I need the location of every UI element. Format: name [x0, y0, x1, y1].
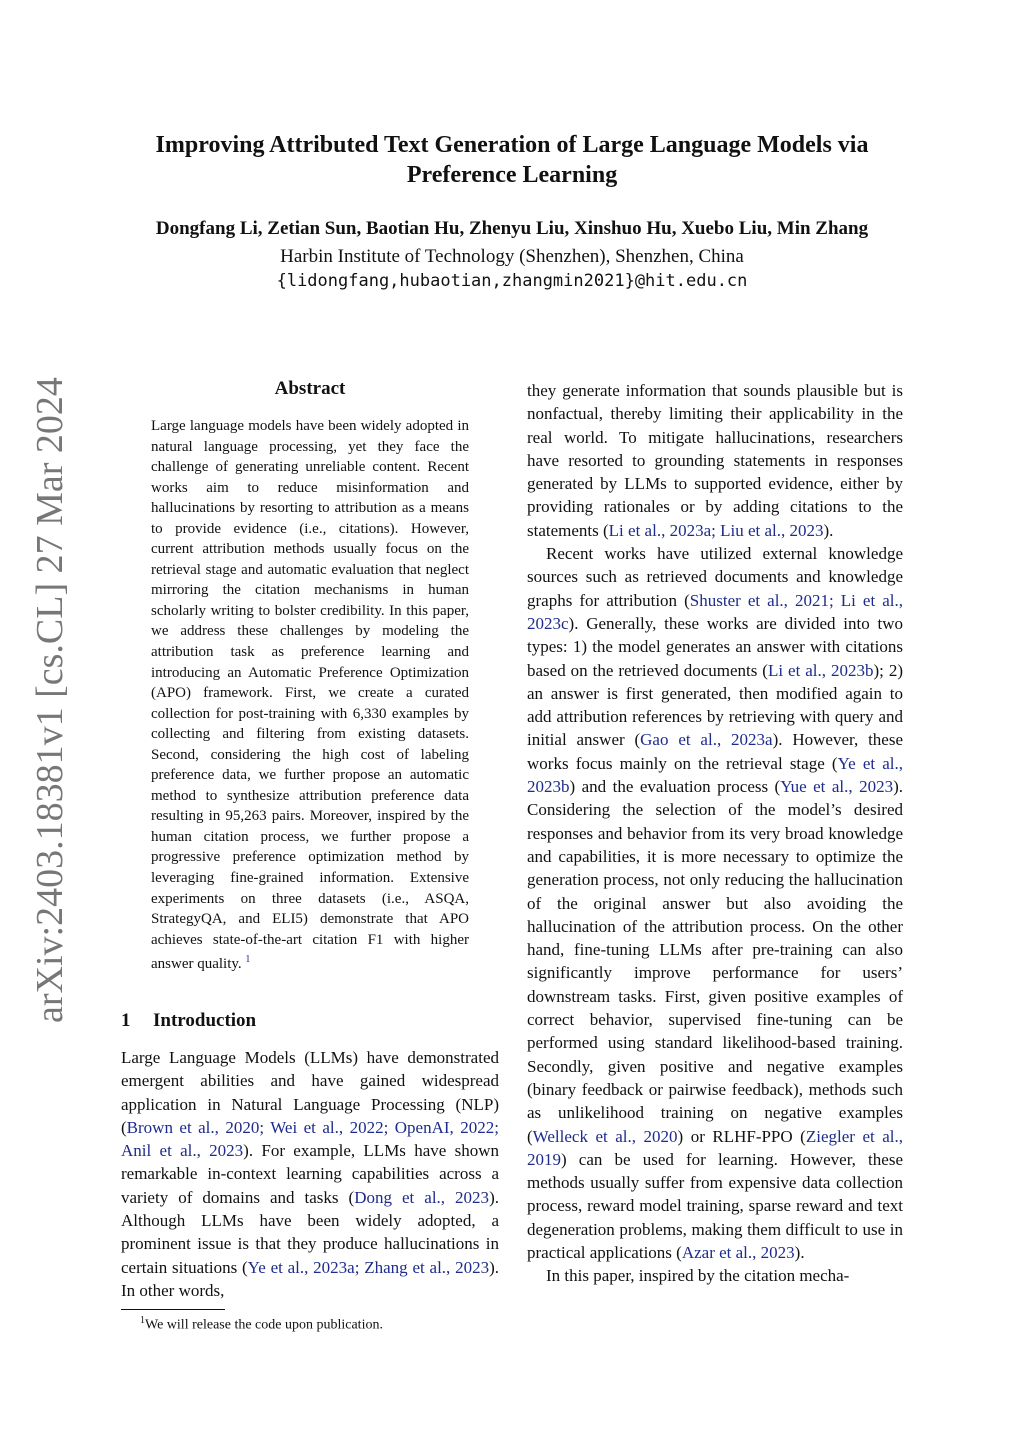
- footnote-ref[interactable]: 1: [245, 954, 251, 966]
- body-text: ). Generally, these works are divided into two types: 1) the model generates an answer with citations based on the retrieved documents (: [527, 613, 903, 680]
- paper-title: [110, 130, 914, 190]
- abstract-heading: Abstract: [274, 378, 346, 399]
- right-paragraph-2: [527, 542, 903, 1264]
- body-text: ). Considering the selection of the model’s desired responses and behavior from its very broad knowledge and capabilities, it is more necessary to optimize the generation process, not only reducing the hallucination of the original answer but also avoiding the hallucination of the attribution process. On the other hand, fine-tuning LLMs after pre-training can also significantly improve performance for users’ downstream tasks. First, given positive examples of correct behavior, supervised fine-tuning can be performed using standard likelihood-based training. Secondly, given positive and negative examples (binary feedback or pairwise feedback), methods such as unlikelihood training on negative examples (: [527, 777, 903, 1146]
- intro-paragraph: [121, 1046, 499, 1302]
- arxiv-side-label: arXiv:2403.18381v1 [cs.CL] 27 Mar 2024: [29, 377, 71, 1023]
- citation-link[interactable]: Brown et al., 2020: [126, 1117, 260, 1137]
- section-number: 1: [121, 1010, 131, 1031]
- citation-link[interactable]: Li et al., 2023a: [608, 520, 712, 540]
- citation-link[interactable]: Anil et al., 2023: [121, 1141, 244, 1161]
- citation-link[interactable]: Zhang et al., 2023: [364, 1257, 490, 1277]
- body-text: Recent works have utilized external knowledge sources such as retrieved documents and knowledge graphs for attribution (: [527, 544, 903, 610]
- title-line-1: Improving Attributed Text Generation of Large Language Models via: [155, 132, 869, 158]
- citation-link[interactable]: Welleck et al., 2020: [532, 1126, 678, 1146]
- citation-link[interactable]: Liu et al., 2023: [720, 520, 824, 540]
- citation-link[interactable]: Gao et al., 2023a: [640, 730, 773, 750]
- intro-text: ). In other words,: [121, 1257, 500, 1300]
- body-text: ). However, these works focus mainly on the retrieval stage (: [527, 730, 903, 773]
- intro-text: ). For example, LLMs have shown remarkable in-context learning capabilities across a variety of domains and tasks (: [121, 1141, 500, 1207]
- author-list: Dongfang Li, Zetian Sun, Baotian Hu, Zhenyu Liu, Xinshuo Hu, Xuebo Liu, Min Zhang: [155, 218, 869, 239]
- citation-link[interactable]: Ye et al., 2023b: [527, 753, 903, 797]
- body-text: ).: [823, 520, 834, 540]
- citation-separator: ;: [259, 1117, 271, 1137]
- abstract-text: Large language models have been widely adopted in natural language processing, yet they face the challenge of generating unreliable content. Recent works aim to reduce misinformation and hallucinations by resorting to attribution as a means to provide evidence (i.e., citations). However, current attribution methods usually focus on the retrieval stage and automatic evaluation that neglect mirroring the citation mechanisms in human scholarly writing to bolster credibility. In this paper, we address these challenges by modeling the attribution task as preference learning and introducing an Automatic Preference Optimization (APO) framework. First, we create a curated collection for post-training with 6,330 examples by collecting and filtering from existing datasets. Second, considering the high cost of labeling preference data, we further propose an automatic method to synthesize attribution preference data resulting in 95,263 pairs. Moreover, inspired by the human citation process, we further propose a progressive preference optimization method by leveraging fine-grained information. Extensive experiments on three datasets (i.e., ASQA, StrategyQA, and ELI5) demonstrate that APO achieves state-of-the-art citation F1 with higher answer quality.: [151, 418, 469, 973]
- abstract-body: [151, 416, 469, 975]
- citation-link[interactable]: Yue et al., 2023: [780, 777, 894, 797]
- citation-link[interactable]: Ye et al., 2023a: [247, 1257, 355, 1277]
- citation-link[interactable]: Shuster et al., 2021: [689, 590, 829, 610]
- citation-link[interactable]: OpenAI, 2022: [394, 1117, 495, 1137]
- title-line-2: Preference Learning: [406, 162, 618, 188]
- footnote: [140, 1315, 383, 1334]
- right-paragraph-3: In this paper, inspired by the citation mecha-: [546, 1266, 850, 1286]
- section-heading-introduction: [121, 1010, 256, 1032]
- intro-text: Large Language Models (LLMs) have demonstrated emergent abilities and have gained widespread application in Natural Language Processing (NLP) (: [121, 1048, 499, 1137]
- right-column: [527, 379, 903, 1288]
- citation-separator: ;: [828, 590, 841, 610]
- citation-link[interactable]: Ziegler et al., 2019: [527, 1126, 903, 1169]
- citation-separator: ;: [494, 1117, 499, 1137]
- right-paragraph-1: [527, 379, 903, 542]
- body-text: ) and the evaluation process (: [569, 777, 781, 797]
- body-text: they generate information that sounds plausible but is nonfactual, thereby limiting their applicability in the real world. To mitigate hallucinations, researchers have resorted to grounding statements in responses generated by LLMs to supported evidence, either by providing rationales or by adding citations to the statements (: [527, 381, 903, 540]
- footnote-text: We will release the code upon publication.: [145, 1317, 383, 1333]
- citation-link[interactable]: Li et al., 2023c: [527, 590, 903, 633]
- citation-link[interactable]: Li et al., 2023b: [767, 660, 874, 680]
- body-text: ) can be used for learning. However, these methods usually suffer from expensive data collection process, reward model training, sparse reward and text degeneration problems, making them difficult to use in practical applications (: [527, 1149, 903, 1262]
- footnote-rule: [121, 1309, 225, 1310]
- citation-separator: ;: [711, 520, 721, 540]
- body-text: ).: [794, 1242, 805, 1262]
- footnote-mark: 1: [140, 1315, 145, 1326]
- intro-text: ). Although LLMs have been widely adopted, a prominent issue is that they produce hallucinations in certain situations (: [121, 1187, 499, 1277]
- section-title: Introduction: [153, 1010, 257, 1031]
- citation-link[interactable]: Dong et al., 2023: [354, 1187, 490, 1207]
- affiliation: Harbin Institute of Technology (Shenzhen), Shenzhen, China: [280, 246, 744, 267]
- body-text: ) or RLHF-PPO (: [677, 1126, 806, 1146]
- citation-link[interactable]: Wei et al., 2022: [270, 1117, 384, 1137]
- citation-link[interactable]: Azar et al., 2023: [681, 1242, 795, 1262]
- email-address: {lidongfang,hubaotian,zhangmin2021}@hit.edu.cn: [276, 271, 748, 291]
- body-text: ); 2) an answer is first generated, then modified again to add attribution references by retrieving with query and initial answer (: [527, 660, 903, 750]
- citation-separator: ;: [383, 1117, 395, 1137]
- citation-separator: ;: [354, 1257, 365, 1277]
